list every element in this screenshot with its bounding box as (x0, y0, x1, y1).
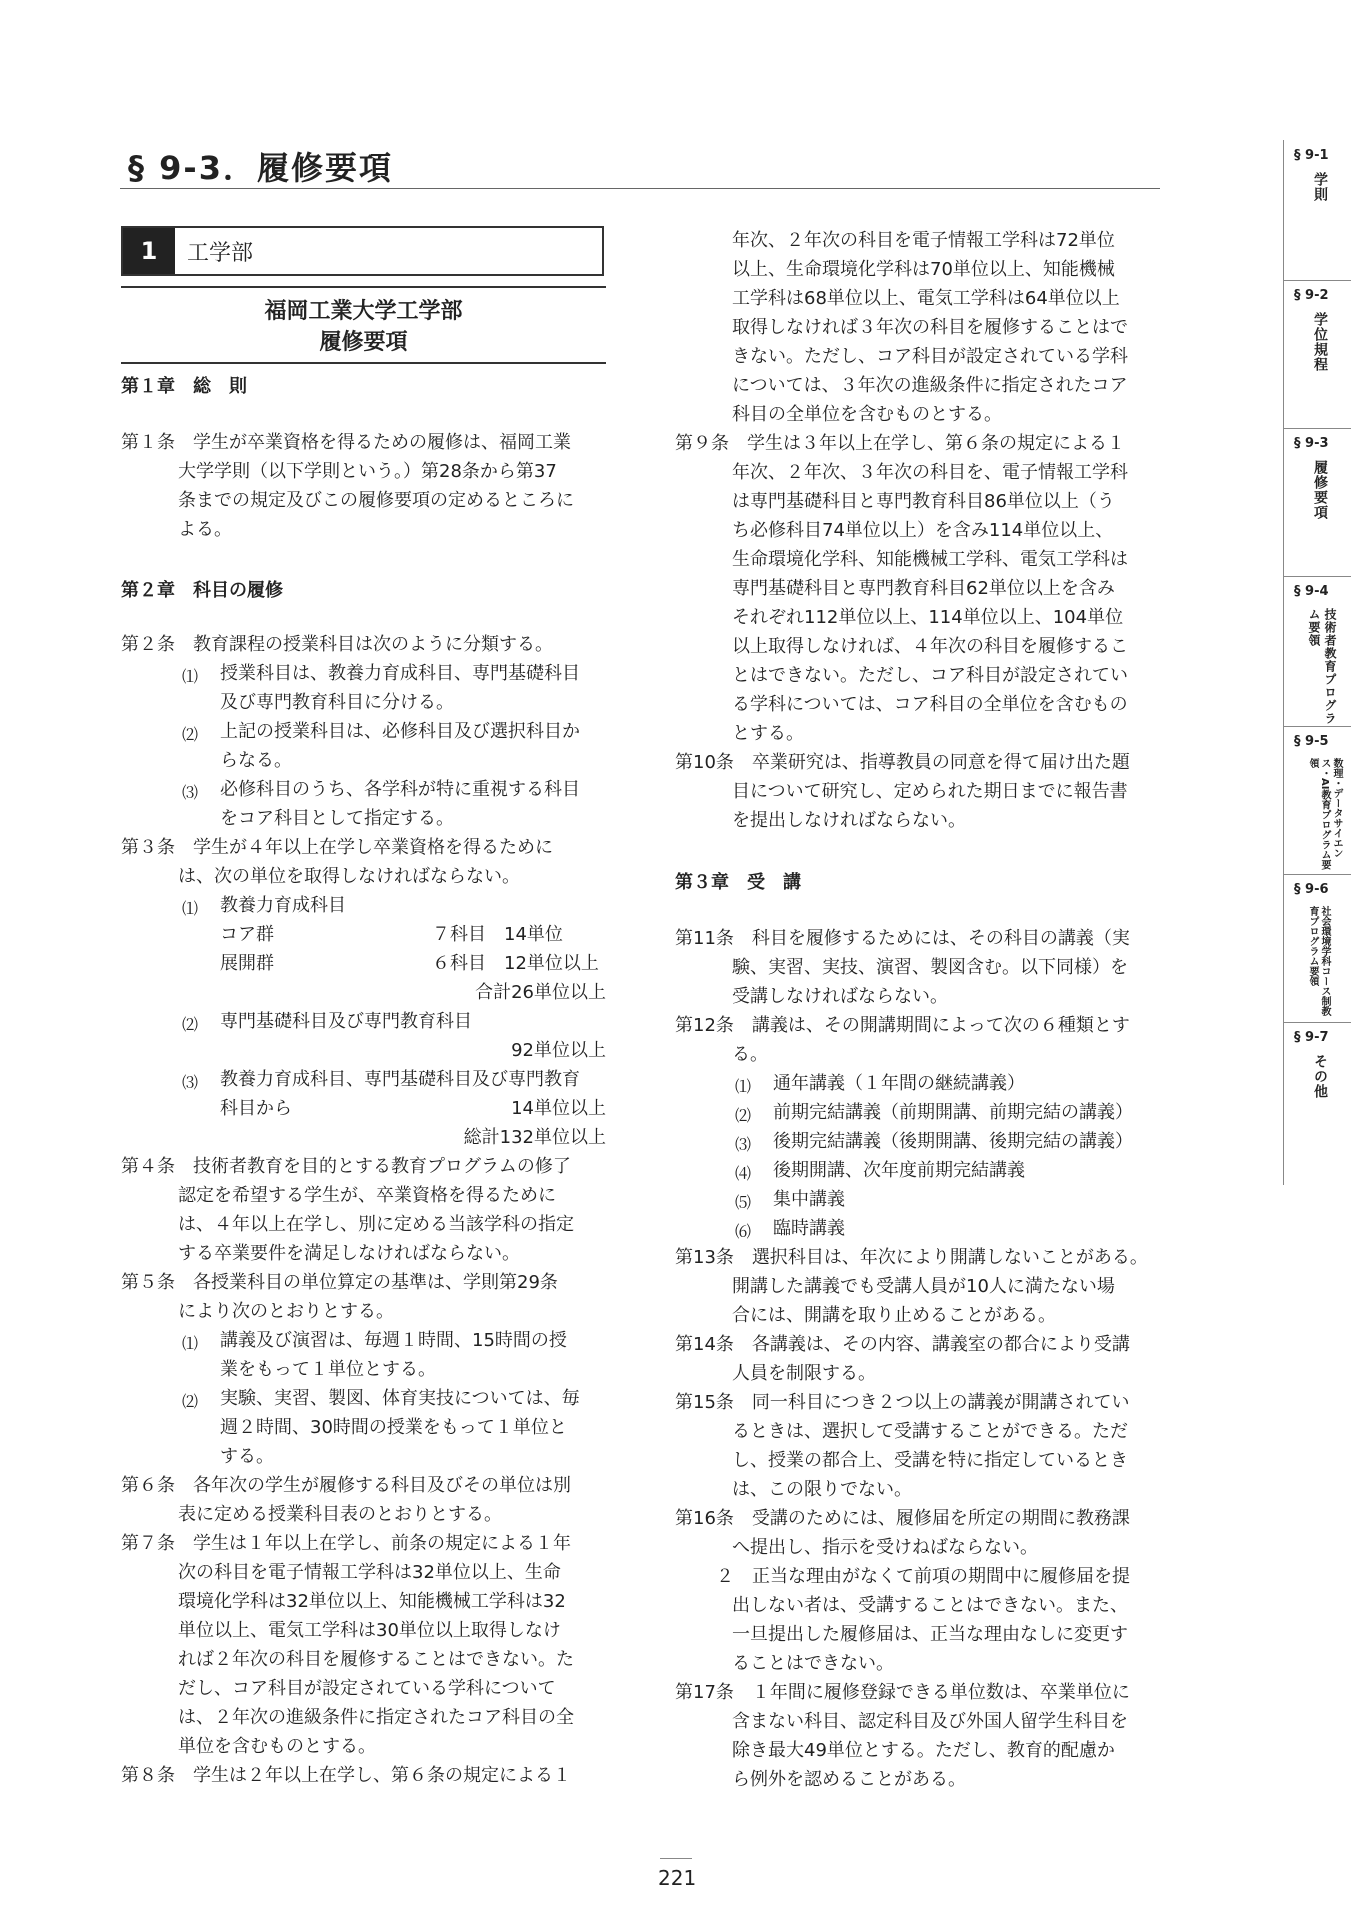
left-column-line: 展開群 (220, 953, 274, 974)
left-column-line: コア群 (220, 924, 274, 945)
chapter-2-heading: 第２章 科目の履修 (121, 580, 283, 601)
left-column-line: する卒業要件を満足しなければならない。 (178, 1243, 520, 1264)
section-sidebar (1283, 140, 1351, 1185)
sidebar-tab-label: 数理・データサイエンス・AI教育プログラム要領 (1307, 758, 1342, 870)
left-column-line: 及び専門教育科目に分ける。 (220, 692, 454, 713)
right-column-line: 生命環境化学科、知能機械工学科、電気工学科は (732, 549, 1128, 570)
sidebar-tab-code: § 9-2 (1294, 288, 1329, 303)
sidebar-tab-9-6[interactable] (1284, 874, 1351, 1023)
sidebar-tab-code: § 9-7 (1294, 1030, 1329, 1045)
right-column-line: 目について研究し、定められた期日までに報告書 (732, 781, 1128, 802)
sidebar-tab-label: 履修要項 (1312, 460, 1328, 520)
sidebar-tab-code: § 9-4 (1294, 584, 1329, 599)
right-column-line: 第10条 卒業研究は、指導教員の同意を得て届け出た題 (675, 752, 1130, 773)
left-column-line: ７科目 14単位 (432, 924, 563, 945)
left-column-line: 92単位以上 (511, 1040, 606, 1061)
right-column-line: 一旦提出した履修届は、正当な理由なしに変更す (732, 1624, 1128, 1645)
right-column-line: 第９条 学生は３年以上在学し、第６条の規定による１ (675, 433, 1125, 454)
right-column-line: 年次、２年次、３年次の科目を、電子情報工学科 (732, 462, 1128, 483)
right-column-line: 出しない者は、受講することはできない。また、 (732, 1595, 1128, 1616)
left-column-line: 次の科目を電子情報工学科は32単位以上、生命 (178, 1562, 561, 1583)
item-number-mark: ⑴ (735, 1077, 752, 1096)
right-column-line: ２ 正当な理由がなくて前項の期間中に履修届を提 (716, 1566, 1130, 1587)
right-column-line: 工学科は68単位以上、電気工学科は64単位以上 (732, 288, 1120, 309)
item-number-mark: ⑹ (735, 1222, 752, 1241)
right-column-line: る。 (732, 1044, 768, 1065)
right-column-line: を提出しなければならない。 (732, 810, 966, 831)
sidebar-tab-code: § 9-6 (1294, 882, 1329, 897)
right-column-line: 後期完結講義（後期開講、後期完結の講義） (773, 1131, 1133, 1152)
left-column-line: らなる。 (220, 750, 292, 771)
section-box (121, 226, 604, 276)
right-column-line: 第11条 科目を履修するためには、その科目の講義（実 (675, 928, 1130, 949)
left-column-line: 教養力育成科目、専門基礎科目及び専門教育 (220, 1069, 580, 1090)
right-column-line: る学科については、コア科目の全単位を含むもの (732, 694, 1128, 715)
right-column-line: 第13条 選択科目は、年次により開講しないことがある。 (675, 1247, 1148, 1268)
left-column-line: 第３条 学生が４年以上在学し卒業資格を得るために (121, 837, 553, 858)
left-column-line: ６科目 12単位以上 (432, 953, 599, 974)
section-label: 工学部 (187, 240, 254, 266)
right-column-line: それぞれ112単位以上、114単位以上、104単位 (732, 607, 1124, 628)
document-heading (121, 296, 606, 358)
right-column-line: 除き最大49単位とする。ただし、教育的配慮か (732, 1740, 1115, 1761)
section-number: 1 (123, 228, 175, 274)
right-column-line: ち必修科目74単位以上）を含み114単位以上、 (732, 520, 1114, 541)
left-column-line: により次のとおりとする。 (178, 1301, 394, 1322)
item-number-mark: ⑵ (182, 1015, 199, 1034)
right-column-line: 専門基礎科目と専門教育科目62単位以上を含み (732, 578, 1115, 599)
left-column-line: 条までの規定及びこの履修要項の定めるところに (178, 490, 574, 511)
left-column-line: 上記の授業科目は、必修科目及び選択科目か (220, 721, 580, 742)
item-number-mark: ⑶ (182, 1073, 199, 1092)
right-column-line: 以上、生命環境化学科は70単位以上、知能機械 (732, 259, 1115, 280)
right-column-line: 科目の全単位を含むものとする。 (732, 404, 1002, 425)
right-column-line: へ提出し、指示を受けねばならない。 (732, 1537, 1038, 1558)
right-column-line: きない。ただし、コア科目が設定されている学科 (732, 346, 1128, 367)
sidebar-tab-code: § 9-3 (1294, 436, 1329, 451)
left-column-line: 大学学則（以下学則という。）第28条から第37 (178, 461, 557, 482)
item-number-mark: ⑶ (735, 1135, 752, 1154)
sidebar-tab-code: § 9-1 (1294, 148, 1329, 163)
right-column-line: とする。 (732, 723, 804, 744)
item-number-mark: ⑴ (182, 667, 199, 686)
right-column-line: 臨時講義 (773, 1218, 845, 1239)
left-column-line: 第１条 学生が卒業資格を得るための履修は、福岡工業 (121, 432, 571, 453)
right-column-line: 人員を制限する。 (732, 1363, 876, 1384)
sidebar-tab-code: § 9-5 (1294, 734, 1329, 749)
left-column-line: 認定を希望する学生が、卒業資格を得るために (178, 1185, 556, 1206)
right-column-line: 第17条 １年間に履修登録できる単位数は、卒業単位に (675, 1682, 1130, 1703)
sidebar-tab-9-4[interactable] (1284, 576, 1351, 727)
item-number-mark: ⑵ (182, 725, 199, 744)
left-column-line: 単位以上、電気工学科は30単位以上取得しなけ (178, 1620, 561, 1641)
chapter-3-heading: 第３章 受 講 (675, 872, 801, 893)
left-column-line: 週２時間、30時間の授業をもって１単位と (220, 1417, 567, 1438)
right-column-line: るときは、選択して受講することができる。ただ (732, 1421, 1128, 1442)
item-number-mark: ⑵ (182, 1392, 199, 1411)
left-column-line: は、４年以上在学し、別に定める当該学科の指定 (178, 1214, 574, 1235)
item-number-mark: ⑷ (735, 1164, 752, 1183)
right-column-line: 験、実習、実技、演習、製図含む。以下同様）を (732, 957, 1128, 978)
left-column-line: だし、コア科目が設定されている学科について (178, 1678, 556, 1699)
right-column-line: 以上取得しなければ、４年次の科目を履修するこ (732, 636, 1128, 657)
left-column-line: 単位を含むものとする。 (178, 1736, 376, 1757)
right-column-line: 第14条 各講義は、その内容、講義室の都合により受講 (675, 1334, 1130, 1355)
left-column-line: 環境化学科は32単位以上、知能機械工学科は32 (178, 1591, 566, 1612)
item-number-mark: ⑸ (735, 1193, 752, 1212)
left-column-line: 第６条 各年次の学生が履修する科目及びその単位は別 (121, 1475, 571, 1496)
right-column-line: 後期開講、次年度前期完結講義 (773, 1160, 1025, 1181)
left-column-line: する。 (220, 1446, 274, 1467)
right-column-line: は、この限りでない。 (732, 1479, 912, 1500)
left-column-line: よる。 (178, 519, 232, 540)
right-column-line: 取得しなければ３年次の科目を履修することはで (732, 317, 1128, 338)
right-column-line: 前期完結講義（前期開講、前期完結の講義） (773, 1102, 1133, 1123)
left-column-line: 教養力育成科目 (220, 895, 346, 916)
right-column-line: については、３年次の進級条件に指定されたコア (732, 375, 1128, 396)
left-column-line: は、２年次の進級条件に指定されたコア科目の全 (178, 1707, 574, 1728)
title-rule (120, 188, 1160, 189)
left-column-line: 専門基礎科目及び専門教育科目 (220, 1011, 472, 1032)
sidebar-tab-label: 技術者教育プログラム要領 (1307, 608, 1337, 725)
left-column-line: 業をもって１単位とする。 (220, 1359, 436, 1380)
sidebar-tab-label: その他 (1312, 1054, 1328, 1099)
item-number-mark: ⑵ (735, 1106, 752, 1125)
sidebar-tab-9-5[interactable] (1284, 726, 1351, 875)
document-heading-line-1: 福岡工業大学工学部 (264, 299, 463, 324)
left-column-line: 総計132単位以上 (463, 1127, 606, 1148)
sidebar-tab-9-1[interactable] (1284, 140, 1351, 281)
left-column-line: 第８条 学生は２年以上在学し、第６条の規定による１ (121, 1765, 571, 1786)
right-column-line: は専門基礎科目と専門教育科目86単位以上（う (732, 491, 1115, 512)
item-number-mark: ⑴ (182, 899, 199, 918)
left-column-line: 第４条 技術者教育を目的とする教育プログラムの修了 (121, 1156, 571, 1177)
sidebar-tab-label: 学則 (1312, 172, 1328, 202)
left-column-line: 実験、実習、製図、体育実技については、毎 (220, 1388, 580, 1409)
chapter-1-heading: 第１章 総 則 (121, 376, 247, 397)
item-number-mark: ⑶ (182, 783, 199, 802)
document-heading-line-2: 履修要項 (319, 330, 408, 355)
left-column-line: 講義及び演習は、毎週１時間、15時間の授 (220, 1330, 567, 1351)
right-column-line: 年次、２年次の科目を電子情報工学科は72単位 (732, 230, 1115, 251)
left-column-line: 第５条 各授業科目の単位算定の基準は、学則第29条 (121, 1272, 558, 1293)
right-column-line: 第12条 講義は、その開講期間によって次の６種類とす (675, 1015, 1130, 1036)
right-column-line: とはできない。ただし、コア科目が設定されてい (732, 665, 1128, 686)
page-title: § 9-3．履修要項 (128, 149, 393, 187)
left-column-line: 14単位以上 (511, 1098, 606, 1119)
sidebar-tab-label: 社会環境学科コース制教育プログラム要領 (1307, 906, 1330, 1016)
left-column-line: 合計26単位以上 (475, 982, 606, 1003)
left-column-line: は、次の単位を取得しなければならない。 (178, 866, 520, 887)
right-column-line: 第15条 同一科目につき２つ以上の講義が開講されてい (675, 1392, 1130, 1413)
right-column-line: 開講した講義でも受講人員が10人に満たない場 (732, 1276, 1115, 1297)
left-column-line: 表に定める授業科目表のとおりとする。 (178, 1504, 502, 1525)
left-column-line: 必修科目のうち、各学科が特に重視する科目 (220, 779, 580, 800)
right-column-line: ることはできない。 (732, 1653, 894, 1674)
page-number-rule (660, 1858, 692, 1859)
heading-rule-top (121, 286, 606, 288)
left-column-line: 授業科目は、教養力育成科目、専門基礎科目 (220, 663, 580, 684)
right-column-line: 集中講義 (773, 1189, 845, 1210)
left-column-line: 第７条 学生は１年以上在学し、前条の規定による１年 (121, 1533, 571, 1554)
right-column-line: し、授業の都合上、受講を特に指定しているとき (732, 1450, 1128, 1471)
left-column-line: 科目から (220, 1098, 292, 1119)
right-column-line: 通年講義（１年間の継続講義） (773, 1073, 1025, 1094)
sidebar-tab-label: 学位規程 (1312, 312, 1328, 372)
left-column-line: をコア科目として指定する。 (220, 808, 454, 829)
right-column-line: 受講しなければならない。 (732, 986, 948, 1007)
sidebar-tab-9-2[interactable] (1284, 280, 1351, 429)
left-column-line: 第２条 教育課程の授業科目は次のように分類する。 (121, 634, 553, 655)
right-column-line: ら例外を認めることがある。 (732, 1769, 966, 1790)
item-number-mark: ⑴ (182, 1334, 199, 1353)
heading-rule-bottom (121, 362, 606, 364)
right-column-line: 第16条 受講のためには、履修届を所定の期間に教務課 (675, 1508, 1130, 1529)
left-column-line: れば２年次の科目を履修することはできない。た (178, 1649, 574, 1670)
sidebar-tab-9-3[interactable] (1284, 428, 1351, 577)
right-column-line: 合には、開講を取り止めることがある。 (732, 1305, 1056, 1326)
page-number: 221 (658, 1866, 697, 1890)
right-column-line: 含まない科目、認定科目及び外国人留学生科目を (732, 1711, 1128, 1732)
sidebar-tab-9-7[interactable] (1284, 1022, 1351, 1185)
